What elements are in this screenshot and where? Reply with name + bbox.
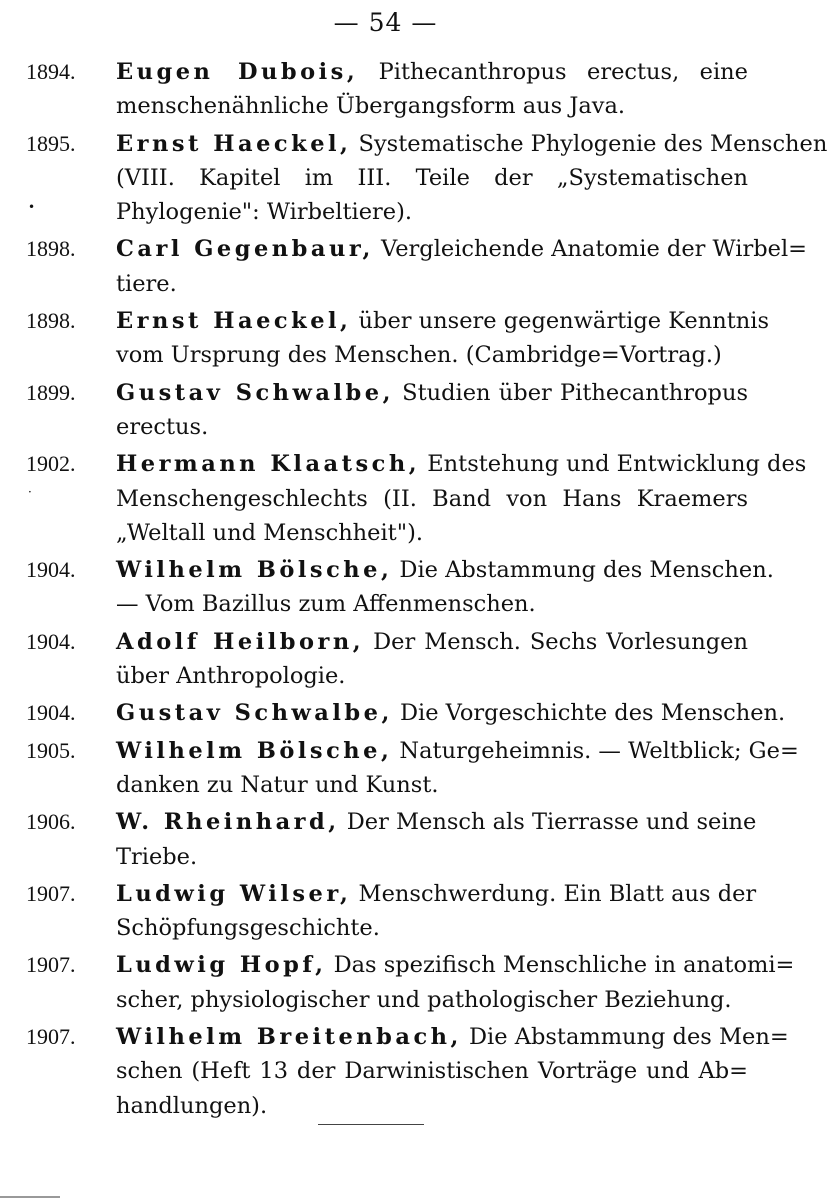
entry-line: „Weltall und Menschheit").	[116, 519, 424, 546]
bibliography-entry	[26, 1020, 789, 1123]
entry-text: Das spezifisch Menschliche in anatomi=	[326, 952, 795, 979]
entry-line	[26, 877, 757, 911]
entry-year: 1905.	[26, 737, 76, 763]
bibliography-entry	[26, 304, 769, 373]
entry-author: Gustav Schwalbe,	[116, 700, 393, 727]
entry-year: 1895.	[26, 130, 76, 156]
bibliography-entry	[26, 625, 748, 694]
entry-author: Wilhelm Breitenbach,	[116, 1024, 462, 1051]
entry-year: 1902.	[26, 451, 76, 477]
entry-line: scher, physiologischer und pathologischer Beziehung.	[116, 986, 732, 1013]
entry-year: 1898.	[26, 308, 76, 334]
entry-line	[26, 1020, 789, 1054]
entry-text: Der Mensch als Tierrasse und seine	[339, 809, 757, 836]
entry-line: über Anthropologie.	[116, 663, 346, 690]
entry-line	[26, 625, 748, 659]
entry-year: 1906.	[26, 809, 76, 835]
entry-text: Naturgeheimnis. — Weltblick; Ge=	[392, 737, 799, 764]
entry-line	[26, 553, 774, 587]
entry-line	[26, 948, 795, 982]
entry-text: über unsere gegenwärtige Kenntnis	[351, 308, 769, 335]
bibliography-entry	[26, 696, 786, 730]
entry-line	[26, 304, 769, 338]
entry-line	[26, 734, 799, 768]
entry-year: 1904.	[26, 557, 76, 583]
entry-author: Ludwig Wilser,	[116, 880, 352, 907]
bibliography-entry	[26, 447, 807, 550]
entry-author: Ernst Haeckel,	[116, 130, 352, 157]
entry-text: Pithecanthropus erectus, eine	[358, 59, 748, 85]
entry-line	[26, 127, 827, 161]
bibliography-entry	[26, 805, 757, 874]
bibliography-entry	[26, 232, 807, 301]
bibliography-entry	[26, 734, 799, 803]
entry-author: Wilhelm Bölsche,	[116, 737, 393, 764]
entry-line	[26, 696, 786, 730]
entry-line	[26, 805, 757, 839]
entry-author: Eugen Dubois,	[116, 59, 359, 85]
margin-dot: •	[28, 199, 36, 214]
entry-author: Gustav Schwalbe,	[116, 379, 394, 406]
entry-author: Ludwig Hopf,	[116, 952, 327, 979]
entry-line: handlungen).	[116, 1092, 268, 1119]
entry-text: Systematische Phylogenie des Menschen	[351, 130, 827, 157]
entry-text: Die Vorgeschichte des Menschen.	[392, 700, 786, 727]
entry-text: Der Mensch. Sechs Vorlesungen	[364, 628, 748, 655]
entry-line: menschenähnliche Übergangsform aus Java.	[116, 93, 626, 120]
entry-line: erectus.	[116, 413, 209, 440]
entry-author: Wilhelm Bölsche,	[116, 557, 393, 584]
bibliography-entry	[26, 948, 795, 1017]
bibliography-entry	[26, 376, 748, 445]
entry-line: tiere.	[116, 270, 177, 297]
bibliography-list	[26, 55, 827, 1126]
entry-line: Schöpfungsgeschichte.	[116, 915, 380, 942]
entry-year: 1907.	[26, 880, 76, 906]
bibliography-entry	[26, 553, 774, 622]
end-divider	[318, 1124, 424, 1125]
entry-year: 1898.	[26, 236, 76, 262]
entry-line	[26, 232, 807, 266]
entry-line	[26, 447, 807, 481]
entry-line	[26, 55, 748, 89]
entry-author: Carl Gegenbaur,	[116, 236, 374, 263]
entry-text: Die Abstammung des Men=	[461, 1024, 789, 1051]
page-number: — 54 —	[333, 8, 438, 37]
entry-line: Menschengeschlechts (II. Band von Hans Kraemers	[116, 485, 748, 512]
entry-line: (VIII. Kapitel im III. Teile der „Systematischen	[116, 164, 748, 191]
page-edge-mark	[0, 1196, 60, 1198]
entry-year: 1907.	[26, 1024, 76, 1050]
entry-author: Adolf Heilborn,	[116, 628, 365, 655]
entry-text: Die Abstammung des Menschen.	[392, 557, 774, 584]
margin-dot: ·	[28, 485, 32, 500]
bibliography-entry	[26, 127, 827, 230]
bibliography-entry	[26, 55, 748, 124]
entry-line	[26, 376, 748, 410]
entry-line: vom Ursprung des Menschen. (Cambridge=Vortrag.)	[116, 342, 722, 369]
entry-year: 1899.	[26, 379, 76, 405]
entry-author: Hermann Klaatsch,	[116, 451, 421, 478]
entry-text: Studien über Pithecanthropus	[393, 379, 748, 406]
entry-line: Triebe.	[116, 843, 198, 870]
entry-author: W. Rheinhard,	[116, 809, 340, 836]
entry-line: — Vom Bazillus zum Affenmenschen.	[116, 591, 536, 618]
entry-line: Phylogenie": Wirbeltiere).	[116, 199, 413, 226]
entry-year: 1894.	[26, 59, 76, 84]
entry-line: danken zu Natur und Kunst.	[116, 771, 439, 798]
entry-line: schen (Heft 13 der Darwinistischen Vorträge und Ab=	[116, 1058, 748, 1085]
entry-text: Menschwerdung. Ein Blatt aus der	[351, 880, 757, 907]
entry-text: Vergleichende Anatomie der Wirbel=	[373, 236, 807, 263]
entry-text: Entstehung und Entwicklung des	[420, 451, 807, 478]
entry-year: 1907.	[26, 952, 76, 978]
entry-year: 1904.	[26, 700, 76, 726]
entry-author: Ernst Haeckel,	[116, 308, 352, 335]
bibliography-entry	[26, 877, 757, 946]
entry-year: 1904.	[26, 628, 76, 654]
